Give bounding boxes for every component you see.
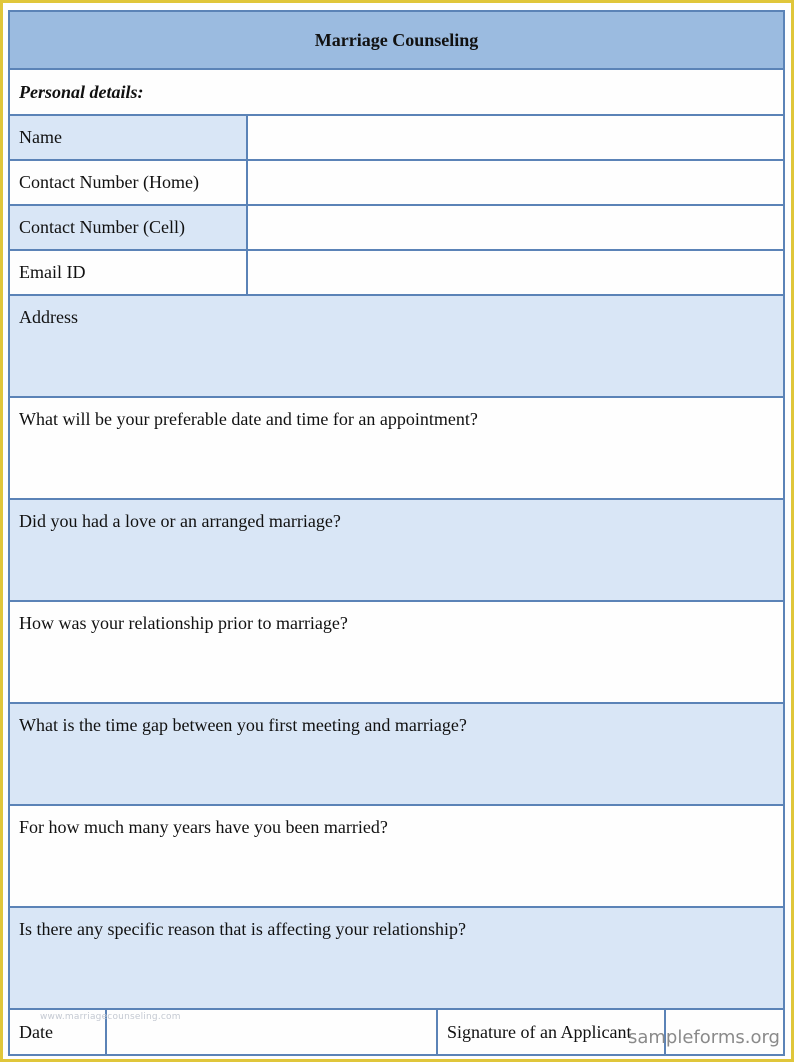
name-field[interactable] (247, 115, 784, 160)
question-time-gap[interactable]: What is the time gap between you first meeting and marriage? (9, 703, 784, 805)
field-label-contact-home: Contact Number (Home) (9, 160, 247, 205)
form-title: Marriage Counseling (9, 11, 784, 69)
question-specific-reason[interactable]: Is there any specific reason that is affecting your relationship? (9, 907, 784, 1009)
question-prior-relationship[interactable]: How was your relationship prior to marriage? (9, 601, 784, 703)
field-label-email: Email ID (9, 250, 247, 295)
contact-home-field[interactable] (247, 160, 784, 205)
signature-label: Signature of an Applicant (437, 1009, 665, 1055)
question-appointment-time[interactable]: What will be your preferable date and time for an appointment? (9, 397, 784, 499)
faint-watermark: www.marriagecounseling.com (40, 1012, 181, 1022)
contact-cell-field[interactable] (247, 205, 784, 250)
address-field[interactable]: Address (9, 295, 784, 397)
field-label-name: Name (9, 115, 247, 160)
email-field[interactable] (247, 250, 784, 295)
counseling-form (8, 10, 785, 1056)
site-watermark: sampleforms.org (627, 1027, 780, 1048)
date-label: Date (9, 1009, 106, 1055)
field-label-contact-cell: Contact Number (Cell) (9, 205, 247, 250)
question-marriage-type[interactable]: Did you had a love or an arranged marriage? (9, 499, 784, 601)
question-years-married[interactable]: For how much many years have you been married? (9, 805, 784, 907)
section-label-personal-details: Personal details: (9, 69, 784, 115)
